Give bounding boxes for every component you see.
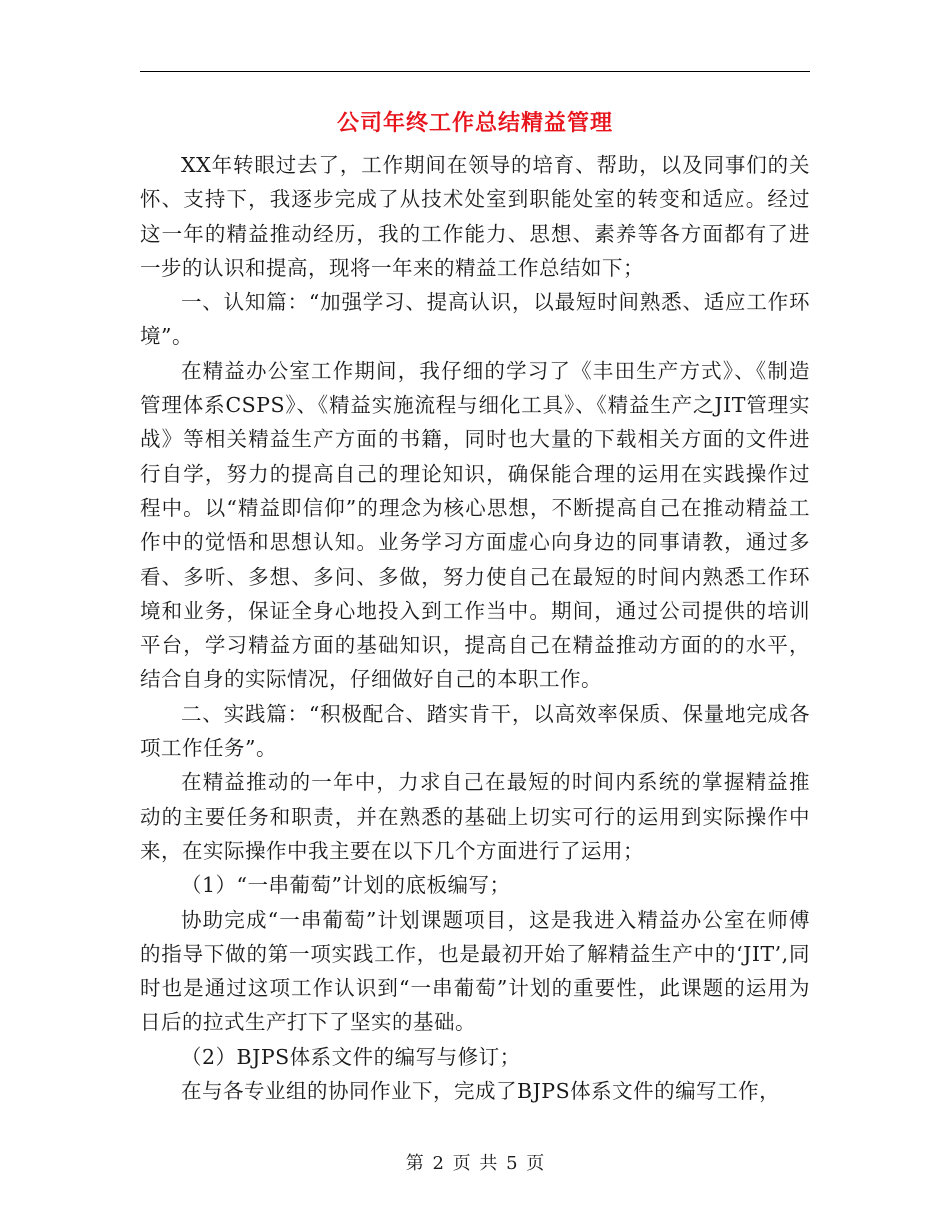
paragraph-grape-plan: 协助完成“一串葡萄”计划课题项目，这是我进入精益办公室在师傅的指导下做的第一项实践工作，也是最初开始了解精益生产中的‘JIT’,同时也是通过这项工作认识到“一串葡萄”计划的重要性，此课题的运用为日后的拉式生产打下了坚实的基础。 <box>140 907 810 1035</box>
section-heading-practice: 二、实践篇：“积极配合、踏实肯干，以高效率保质、保量地完成各项工作任务”。 <box>140 701 810 761</box>
section-heading-cognition: 一、认知篇：“加强学习、提高认识，以最短时间熟悉、适应工作环境”。 <box>140 290 810 349</box>
paragraph-intro: XX年转眼过去了，工作期间在领导的培育、帮助，以及同事们的关怀、支持下，我逐步完成了从技术处室到职能处室的转变和适应。经过这一年的精益推动经历，我的工作能力、思想、素养等各方面都有了进一步的认识和提高，现将一年来的精益工作总结如下； <box>140 153 810 280</box>
header-rule <box>140 71 810 72</box>
subheading-grape-plan: （1）“一串葡萄”计划的底板编写； <box>181 873 511 898</box>
paragraph-practice: 在精益推动的一年中，力求自己在最短的时间内系统的掌握精益推动的主要任务和职责，并在熟悉的基础上切实可行的运用到实际操作中来，在实际操作中我主要在以下几个方面进行了运用； <box>140 770 810 863</box>
subheading-bjps: （2）BJPS体系文件的编写与修订； <box>181 1044 521 1069</box>
paragraph-bjps: 在与各专业组的协同作业下，完成了BJPS体系文件的编写工作， <box>181 1079 781 1104</box>
paragraph-cognition: 在精益办公室工作期间，我仔细的学习了《丰田生产方式》、《制造管理体系CSPS》、《精益实施流程与细化工具》、《精益生产之JIT管理实战》等相关精益生产方面的书籍，同时也大量的下载相关方面的文件进行自学，努力的提高自己的理论知识，确保能合理的运用在实践操作过程中。以“精益即信仰”的理念为核心思想，不断提高自己在推动精益工作中的觉悟和思想认知。业务学习方面虚心向身边的同事请教，通过多看、多听、多想、多问、多做，努力使自己在最短的时间内熟悉工作环境和业务，保证全身心地投入到工作当中。期间，通过公司提供的培训平台，学习精益方面的基础知识，提高自己在精益推动方面的的水平，结合自身的实际情况，仔细做好自己的本职工作。 <box>140 358 810 692</box>
document-title: 公司年终工作总结精益管理 <box>336 110 613 136</box>
document-body <box>140 148 810 1108</box>
page-footer: 第 2 页 共 5 页 <box>405 1153 545 1174</box>
